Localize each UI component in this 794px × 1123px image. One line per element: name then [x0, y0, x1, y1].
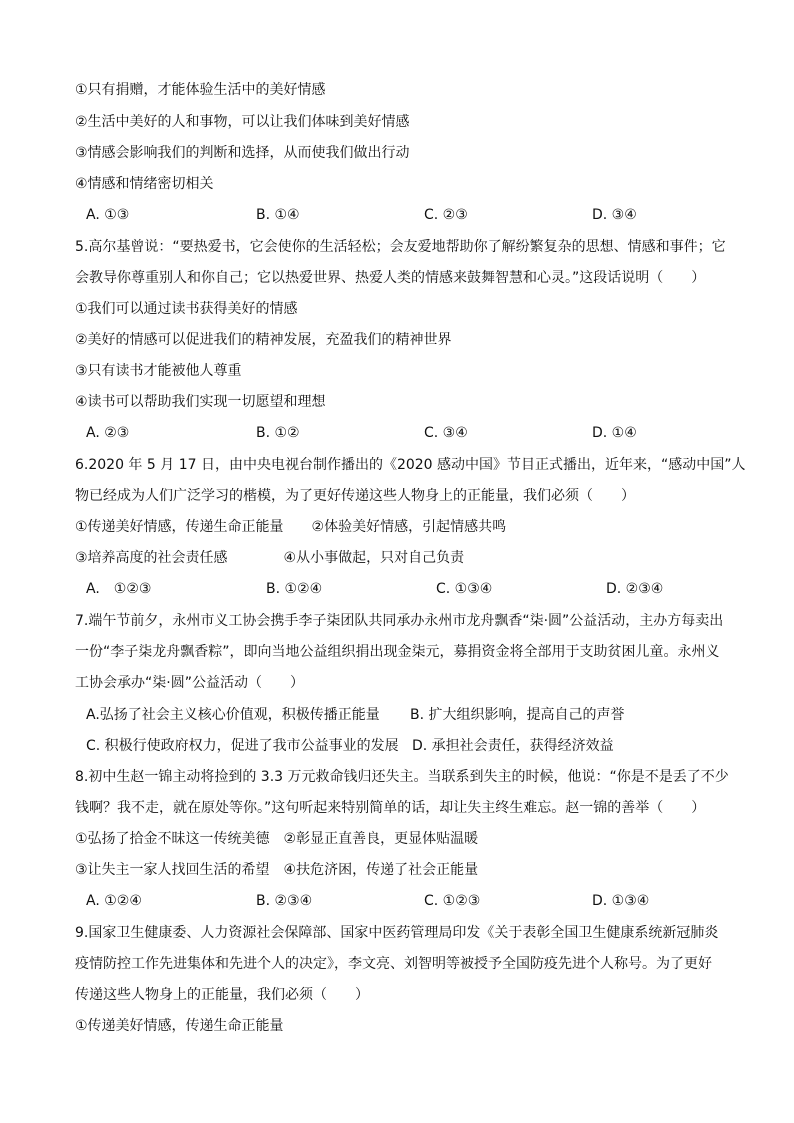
q7-options-row-2 — [86, 736, 706, 756]
q4-options — [86, 205, 706, 225]
q8-options — [86, 891, 706, 911]
q7-option-c[interactable]: C. 积极行使政府权力，促进了我市公益事业的发展 — [86, 738, 399, 754]
q5-options — [86, 423, 706, 443]
q7-stem-line-3: 工协会承办“柒·圆”公益活动（ ） — [75, 675, 304, 691]
q9-stem-line-2: 疫情防控工作先进集体和先进个人的决定》，李文亮、刘智明等被授予全国防疫先进个人称号。为了更好 — [75, 956, 712, 972]
q5-option-b[interactable]: B. ①② — [256, 425, 300, 441]
q4-statement-1: ①只有捐赠，才能体验生活中的美好情感 — [75, 82, 326, 98]
q8-statements-3-4: ③让失主一家人找回生活的希望 ④扶危济困，传递了社会正能量 — [75, 862, 479, 878]
q8-stem-line-1: 8.初中生赵一锦主动将捡到的 3.3 万元救命钱归还失主。当联系到失主的时候，他说：“你是不是丢了不少 — [75, 769, 729, 785]
q7-stem-line-1: 7.端午节前夕，永州市义工协会携手李子柒团队共同承办永州市龙舟飘香“柒·圆”公益活动，主办方每卖出 — [75, 613, 724, 629]
q6-option-d[interactable]: D. ②③④ — [606, 581, 664, 597]
q8-option-d[interactable]: D. ①③④ — [592, 893, 650, 909]
q8-statements-1-2: ①弘扬了拾金不昧这一传统美德 ②彰显正直善良，更显体贴温暖 — [75, 831, 479, 847]
q5-stem-line-2: 会教导你尊重别人和你自己；它以热爱世界、热爱人类的情感来鼓舞智慧和心灵。”这段话说明（ ） — [75, 270, 706, 286]
q5-statement-4: ④读书可以帮助我们实现一切愿望和理想 — [75, 394, 326, 410]
q6-statements-3-4: ③培养高度的社会责任感 ④从小事做起，只对自己负责 — [75, 550, 465, 566]
q5-option-c[interactable]: C. ③④ — [424, 425, 468, 441]
q7-options-row-1 — [86, 705, 706, 725]
q4-statement-3: ③情感会影响我们的判断和选择，从而使我们做出行动 — [75, 145, 410, 161]
q6-options — [86, 579, 706, 599]
q9-statement-1: ①传递美好情感，传递生命正能量 — [75, 1018, 284, 1034]
q4-option-b[interactable]: B. ①④ — [256, 207, 300, 223]
q5-statement-2: ②美好的情感可以促进我们的精神发展，充盈我们的精神世界 — [75, 332, 452, 348]
q7-option-a[interactable]: A.弘扬了社会主义核心价值观，积极传播正能量 — [86, 707, 380, 723]
q8-option-c[interactable]: C. ①②③ — [424, 893, 481, 909]
q7-option-b[interactable]: B. 扩大组织影响，提高自己的声誉 — [410, 707, 625, 723]
q9-stem-line-3: 传递这些人物身上的正能量，我们必须（ ） — [75, 987, 369, 1003]
q6-stem-line-2: 物已经成为人们广泛学习的楷模，为了更好传递这些人物身上的正能量，我们必须（ ） — [75, 488, 635, 504]
q5-stem-line-1: 5.高尔基曾说：“要热爱书，它会使你的生活轻松；会友爱地帮助你了解纷繁复杂的思想、情感和事件；它 — [75, 239, 726, 255]
q5-option-d[interactable]: D. ①④ — [592, 425, 637, 441]
q7-stem-line-2: 一份“李子柒龙舟飘香粽”，即向当地公益组织捐出现金柒元，募捐资金将全部用于支助贫困儿童。永州义 — [75, 644, 720, 660]
q5-option-a[interactable]: A. ②③ — [86, 425, 130, 441]
q8-stem-line-2: 钱啊？我不走，就在原处等你。”这句听起来特别简单的话，却让失主终生难忘。赵一锦的善举（ ） — [75, 800, 706, 816]
q6-option-a[interactable]: A. ①②③ — [86, 581, 152, 597]
q7-option-d[interactable]: D. 承担社会责任，获得经济效益 — [412, 738, 614, 754]
q6-option-b[interactable]: B. ①②④ — [266, 581, 323, 597]
q4-option-d[interactable]: D. ③④ — [592, 207, 637, 223]
q6-statements-1-2: ①传递美好情感，传递生命正能量 ②体验美好情感，引起情感共鸣 — [75, 519, 507, 535]
q4-statement-4: ④情感和情绪密切相关 — [75, 176, 214, 192]
q9-stem-line-1: 9.国家卫生健康委、人力资源社会保障部、国家中医药管理局印发《关于表彰全国卫生健康系统新冠肺炎 — [75, 925, 719, 941]
q5-statement-3: ③只有读书才能被他人尊重 — [75, 363, 242, 379]
q6-stem-line-1: 6.2020 年 5 月 17 日，由中央电视台制作播出的《2020 感动中国》节目正式播出，近年来，“感动中国”人 — [75, 457, 746, 473]
q6-option-c[interactable]: C. ①③④ — [436, 581, 493, 597]
q8-option-a[interactable]: A. ①②④ — [86, 893, 142, 909]
q4-statement-2: ②生活中美好的人和事物，可以让我们体味到美好情感 — [75, 114, 410, 130]
q4-option-c[interactable]: C. ②③ — [424, 207, 468, 223]
q5-statement-1: ①我们可以通过读书获得美好的情感 — [75, 301, 298, 317]
q4-option-a[interactable]: A. ①③ — [86, 207, 130, 223]
q8-option-b[interactable]: B. ②③④ — [256, 893, 313, 909]
